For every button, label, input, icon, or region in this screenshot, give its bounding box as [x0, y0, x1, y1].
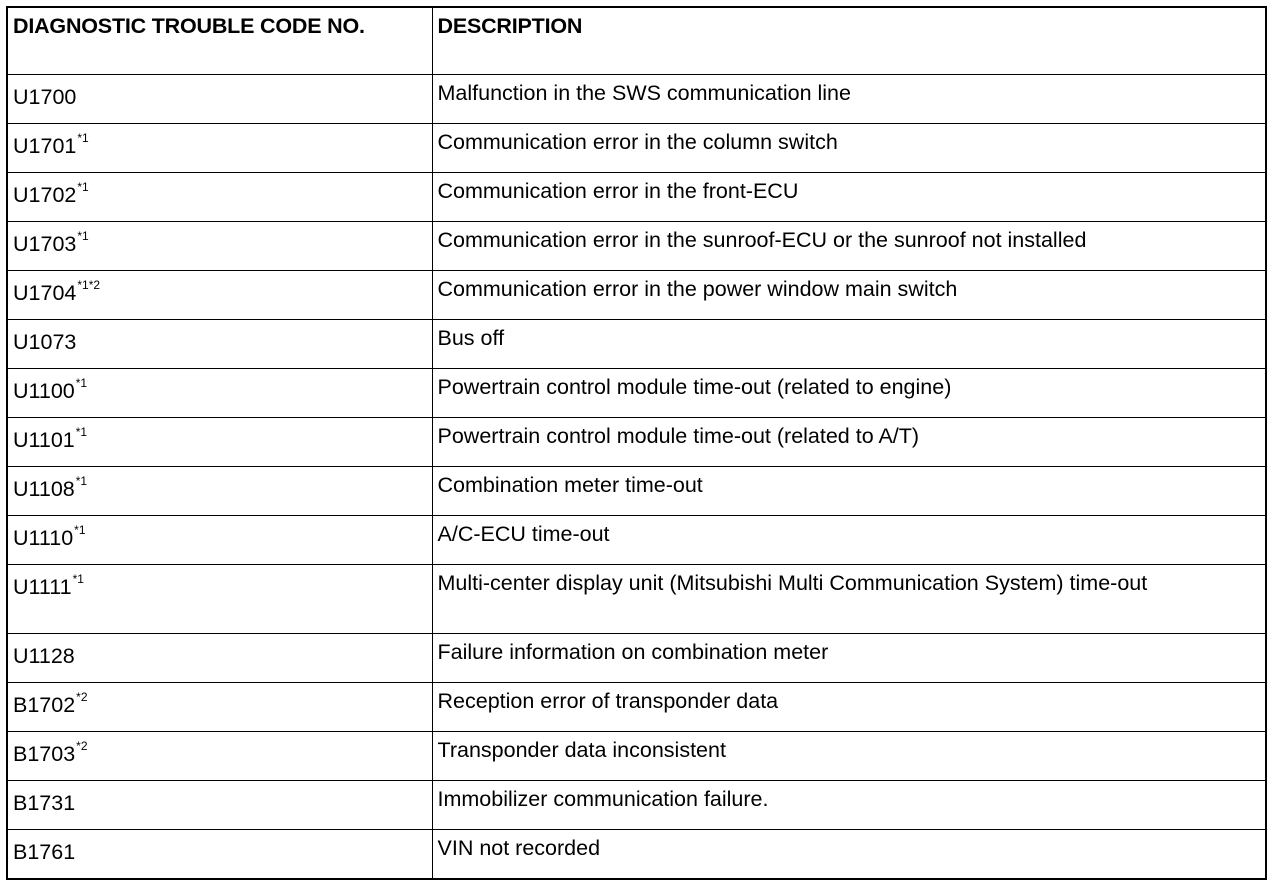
footnote-marker: *1 [72, 571, 84, 586]
footnote-marker: *1 [77, 179, 89, 194]
table-header-row [7, 7, 1266, 75]
dtc-code-cell [7, 271, 432, 320]
table-row [7, 271, 1266, 320]
table-row [7, 369, 1266, 418]
table-row [7, 124, 1266, 173]
footnote-marker: *1 [77, 130, 89, 145]
dtc-description: Reception error of transponder data [432, 683, 1266, 732]
dtc-code-cell [7, 830, 432, 880]
dtc-description: VIN not recorded [432, 830, 1266, 880]
table-row [7, 683, 1266, 732]
footnote-marker: *1 [75, 473, 88, 488]
dtc-code: U1111 [13, 575, 72, 599]
column-header-code: DIAGNOSTIC TROUBLE CODE NO. [7, 7, 432, 75]
dtc-code-cell [7, 75, 432, 124]
table-row [7, 732, 1266, 781]
dtc-description: Transponder data inconsistent [432, 732, 1266, 781]
dtc-code: U1100 [13, 379, 75, 403]
table-row [7, 781, 1266, 830]
dtc-code: U1108 [13, 477, 75, 501]
dtc-code: U1128 [13, 644, 75, 668]
dtc-code-cell [7, 124, 432, 173]
dtc-code-cell [7, 516, 432, 565]
dtc-description: Communication error in the front-ECU [432, 173, 1266, 222]
footnote-marker: *2 [76, 689, 88, 704]
dtc-code: U1073 [13, 330, 77, 354]
table-row [7, 516, 1266, 565]
dtc-code-cell [7, 369, 432, 418]
footnote-marker: *1 [74, 522, 86, 537]
dtc-code-cell [7, 565, 432, 634]
dtc-description: Communication error in the power window main switch [432, 271, 1266, 320]
dtc-code-cell [7, 781, 432, 830]
dtc-table [6, 6, 1267, 880]
dtc-description: Combination meter time-out [432, 467, 1266, 516]
dtc-code: U1704 [13, 281, 77, 305]
table-row [7, 173, 1266, 222]
dtc-code: U1101 [13, 428, 75, 452]
dtc-description: Multi-center display unit (Mitsubishi Multi Communication System) time-out [432, 565, 1266, 634]
dtc-description: Powertrain control module time-out (related to engine) [432, 369, 1266, 418]
dtc-description: A/C-ECU time-out [432, 516, 1266, 565]
table-row [7, 222, 1266, 271]
dtc-code-cell [7, 418, 432, 467]
footnote-marker: *1 [77, 228, 89, 243]
table-row [7, 467, 1266, 516]
dtc-code-cell [7, 320, 432, 369]
table-row [7, 565, 1266, 634]
dtc-description: Communication error in the column switch [432, 124, 1266, 173]
dtc-code: B1731 [13, 791, 76, 815]
table-row [7, 418, 1266, 467]
dtc-code-cell [7, 683, 432, 732]
dtc-code: U1700 [13, 85, 77, 109]
dtc-code-cell [7, 173, 432, 222]
dtc-code: B1703 [13, 742, 76, 766]
table-row [7, 75, 1266, 124]
footnote-marker: *1 [75, 424, 88, 439]
dtc-code-cell [7, 634, 432, 683]
table-row [7, 320, 1266, 369]
column-header-description: DESCRIPTION [432, 7, 1266, 75]
footnote-marker: *2 [76, 738, 88, 753]
footnote-marker: *1 [75, 375, 88, 390]
dtc-code-cell [7, 222, 432, 271]
dtc-description: Immobilizer communication failure. [432, 781, 1266, 830]
table-row [7, 634, 1266, 683]
dtc-description: Powertrain control module time-out (related to A/T) [432, 418, 1266, 467]
dtc-description: Failure information on combination meter [432, 634, 1266, 683]
footnote-marker: *1*2 [77, 277, 101, 292]
dtc-description: Communication error in the sunroof-ECU or the sunroof not installed [432, 222, 1266, 271]
dtc-code: U1702 [13, 183, 77, 207]
dtc-description: Malfunction in the SWS communication line [432, 75, 1266, 124]
table-row [7, 830, 1266, 880]
dtc-code: U1703 [13, 232, 77, 256]
dtc-code: U1110 [13, 526, 74, 550]
dtc-code-cell [7, 467, 432, 516]
table-body [7, 75, 1266, 880]
dtc-code: U1701 [13, 134, 77, 158]
dtc-code: B1761 [13, 840, 76, 864]
dtc-code-cell [7, 732, 432, 781]
dtc-code: B1702 [13, 693, 76, 717]
dtc-description: Bus off [432, 320, 1266, 369]
